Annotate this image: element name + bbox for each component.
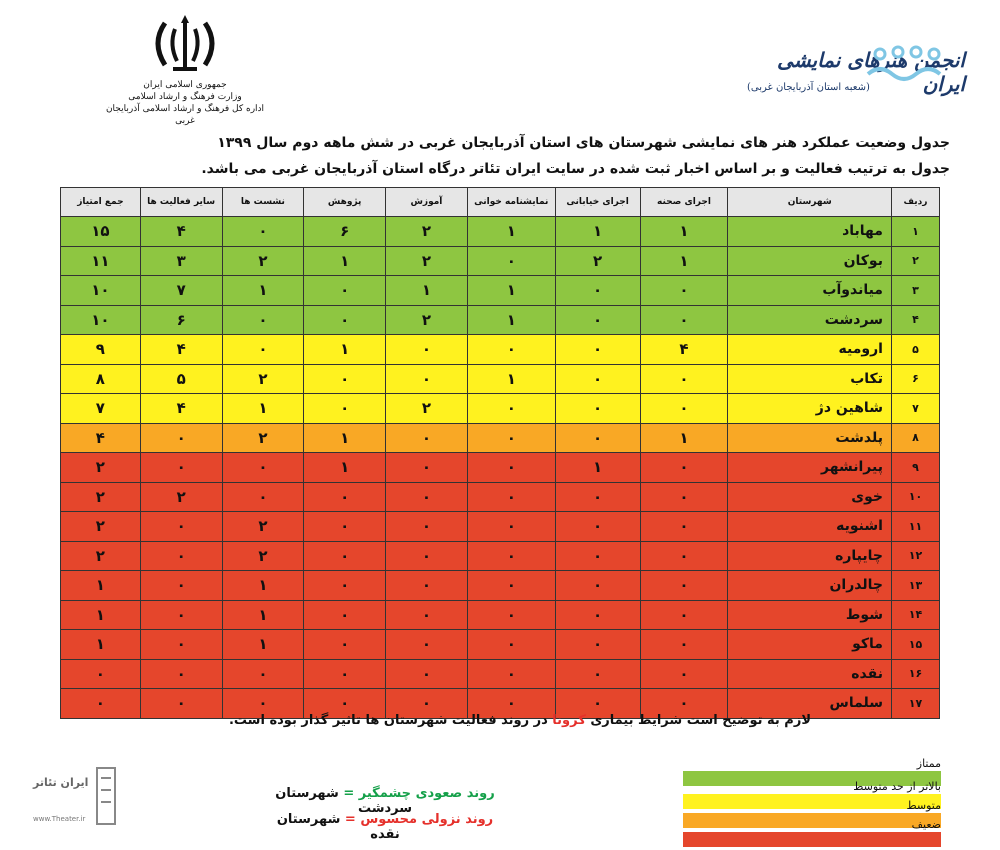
total-cell: ۷	[61, 394, 141, 424]
rank-cell: ۱۱	[891, 512, 939, 542]
col-header-research: پژوهش	[304, 188, 386, 217]
score-cell: ۰	[640, 482, 728, 512]
score-cell: ۰	[222, 305, 304, 335]
title-line-2: جدول به ترتیب فعالیت و بر اساس اخبار ثبت شده در سایت ایران تئاتر درگاه استان آذربایجان غربی می باشد.	[201, 161, 950, 177]
score-cell: ۰	[640, 364, 728, 394]
score-cell: ۰	[555, 276, 640, 306]
score-cell: ۰	[140, 689, 222, 719]
rank-cell: ۳	[891, 276, 939, 306]
score-cell: ۰	[304, 600, 386, 630]
rank-cell: ۶	[891, 364, 939, 394]
score-cell: ۱	[222, 276, 304, 306]
table-row	[61, 217, 940, 247]
col-header-reading: نمایشنامه خوانی	[467, 188, 555, 217]
score-cell: ۰	[467, 571, 555, 601]
performance-table	[60, 187, 940, 719]
score-cell: ۰	[555, 394, 640, 424]
score-cell: ۰	[555, 659, 640, 689]
city-cell: سلماس	[728, 689, 892, 719]
score-cell: ۲	[386, 246, 468, 276]
score-cell: ۰	[222, 453, 304, 483]
total-cell: ۴	[61, 423, 141, 453]
rank-cell: ۷	[891, 394, 939, 424]
trend-down	[260, 812, 510, 842]
legend-swatch	[683, 832, 941, 847]
rank-cell: ۱	[891, 217, 939, 247]
score-cell: ۰	[640, 630, 728, 660]
score-cell: ۰	[555, 541, 640, 571]
score-cell: ۱	[386, 276, 468, 306]
gov-line-3: اداره کل فرهنگ و ارشاد اسلامی آذربایجان غربی	[105, 104, 265, 126]
total-cell: ۱	[61, 630, 141, 660]
table-row	[61, 600, 940, 630]
city-cell: شاهین دژ	[728, 394, 892, 424]
iran-emblem-icon	[145, 15, 225, 75]
city-cell: اشنویه	[728, 512, 892, 542]
rank-cell: ۱۳	[891, 571, 939, 601]
rank-cell: ۱۶	[891, 659, 939, 689]
rank-cell: ۱۴	[891, 600, 939, 630]
score-cell: ۰	[304, 364, 386, 394]
score-cell: ۴	[140, 335, 222, 365]
score-cell: ۰	[467, 453, 555, 483]
rank-cell: ۱۷	[891, 689, 939, 719]
score-cell: ۲	[222, 541, 304, 571]
table-row	[61, 453, 940, 483]
score-cell: ۶	[140, 305, 222, 335]
score-cell: ۰	[140, 541, 222, 571]
score-cell: ۰	[222, 659, 304, 689]
rank-cell: ۱۲	[891, 541, 939, 571]
table-row	[61, 423, 940, 453]
page-title	[50, 130, 950, 182]
score-cell: ۰	[640, 689, 728, 719]
score-cell: ۰	[467, 246, 555, 276]
score-cell: ۰	[467, 600, 555, 630]
score-cell: ۱	[467, 305, 555, 335]
score-cell: ۰	[640, 571, 728, 601]
score-cell: ۱	[640, 246, 728, 276]
score-cell: ۰	[386, 453, 468, 483]
total-cell: ۲	[61, 453, 141, 483]
city-cell: بوکان	[728, 246, 892, 276]
trend-up-eq: =	[343, 786, 355, 801]
score-cell: ۰	[555, 512, 640, 542]
trend-down-value: شهرستان نقده	[276, 812, 400, 842]
rank-cell: ۵	[891, 335, 939, 365]
total-cell: ۱۵	[61, 217, 141, 247]
score-cell: ۲	[386, 217, 468, 247]
total-cell: ۲	[61, 482, 141, 512]
association-logo-icon	[860, 40, 960, 90]
score-cell: ۴	[640, 335, 728, 365]
col-header-education: آموزش	[386, 188, 468, 217]
score-cell: ۲	[222, 246, 304, 276]
table-row	[61, 659, 940, 689]
col-header-meetings: نشست ها	[222, 188, 304, 217]
score-cell: ۴	[140, 394, 222, 424]
rank-cell: ۸	[891, 423, 939, 453]
score-cell: ۰	[140, 630, 222, 660]
score-cell: ۳	[140, 246, 222, 276]
score-cell: ۱	[222, 630, 304, 660]
trend-up-label: روند صعودی چشمگیر	[358, 786, 495, 801]
score-cell: ۰	[386, 364, 468, 394]
total-cell: ۱۱	[61, 246, 141, 276]
association-subtitle: (شعبه استان آذربایجان غربی)	[747, 82, 870, 93]
score-cell: ۰	[640, 276, 728, 306]
iran-theater-name: ایران تئاتر	[33, 776, 89, 789]
score-cell: ۰	[140, 423, 222, 453]
score-cell: ۰	[640, 512, 728, 542]
score-cell: ۰	[555, 364, 640, 394]
score-cell: ۰	[386, 541, 468, 571]
legend-label: متوسط	[906, 799, 941, 812]
score-cell: ۰	[304, 394, 386, 424]
score-cell: ۰	[386, 571, 468, 601]
score-cell: ۰	[386, 335, 468, 365]
score-cell: ۰	[386, 630, 468, 660]
score-cell: ۰	[467, 482, 555, 512]
legend-label: ممتاز	[916, 757, 941, 770]
iran-theater-logo-icon	[25, 760, 120, 835]
city-cell: خوی	[728, 482, 892, 512]
score-cell: ۱	[222, 571, 304, 601]
score-cell: ۰	[555, 305, 640, 335]
table-row	[61, 541, 940, 571]
score-cell: ۱	[304, 423, 386, 453]
note-before: لازم به توضیح است شرایط بیماری	[590, 713, 811, 728]
score-cell: ۰	[555, 335, 640, 365]
rank-cell: ۱۵	[891, 630, 939, 660]
score-cell: ۰	[467, 659, 555, 689]
score-cell: ۰	[386, 512, 468, 542]
score-cell: ۰	[467, 541, 555, 571]
score-cell: ۱	[640, 217, 728, 247]
table-row	[61, 630, 940, 660]
total-cell: ۹	[61, 335, 141, 365]
city-cell: نقده	[728, 659, 892, 689]
table-row	[61, 305, 940, 335]
score-cell: ۰	[222, 335, 304, 365]
score-cell: ۰	[304, 482, 386, 512]
trend-up-value: شهرستان سردشت	[275, 786, 413, 816]
score-cell: ۰	[304, 571, 386, 601]
col-header-stage: اجرای صحنه	[640, 188, 728, 217]
score-cell: ۰	[467, 512, 555, 542]
score-cell: ۰	[640, 659, 728, 689]
rank-cell: ۹	[891, 453, 939, 483]
total-cell: ۱۰	[61, 305, 141, 335]
city-cell: پیرانشهر	[728, 453, 892, 483]
score-cell: ۱	[555, 217, 640, 247]
title-line-1: جدول وضعیت عملکرد هنر های نمایشی شهرستان های استان آذربایجان غربی در شش ماهه دوم سال ۱۳۹۹	[217, 135, 950, 151]
score-cell: ۰	[140, 600, 222, 630]
score-cell: ۰	[640, 600, 728, 630]
table-header-row	[61, 188, 940, 217]
table-row	[61, 364, 940, 394]
table-body	[61, 217, 940, 719]
table-row	[61, 335, 940, 365]
city-cell: سردشت	[728, 305, 892, 335]
association-header	[735, 30, 965, 105]
score-cell: ۰	[304, 276, 386, 306]
score-cell: ۰	[640, 305, 728, 335]
score-cell: ۰	[467, 630, 555, 660]
note-highlight: کرونا	[552, 713, 586, 728]
col-header-other: سایر فعالیت ها	[140, 188, 222, 217]
corona-note	[120, 713, 920, 728]
score-cell: ۰	[555, 630, 640, 660]
score-cell: ۰	[555, 600, 640, 630]
legend-label: ضعیف	[911, 818, 941, 831]
city-cell: چالدران	[728, 571, 892, 601]
association-name: انجمن هنرهای نمایشی ایران	[777, 48, 965, 96]
gov-line-2: وزارت فرهنگ و ارشاد اسلامی	[128, 92, 242, 102]
score-cell: ۰	[222, 217, 304, 247]
score-cell: ۰	[386, 423, 468, 453]
score-cell: ۰	[222, 689, 304, 719]
trend-down-eq: =	[344, 812, 356, 827]
iran-theater-website: www.Theater.ir	[33, 815, 86, 823]
score-cell: ۷	[140, 276, 222, 306]
legend-label: بالاتر از حد متوسط	[853, 780, 941, 793]
score-cell: ۱	[222, 394, 304, 424]
score-cell: ۰	[555, 689, 640, 719]
score-cell: ۰	[640, 394, 728, 424]
trend-down-label: روند نزولی محسوس	[360, 812, 494, 827]
rank-cell: ۱۰	[891, 482, 939, 512]
total-cell: ۱	[61, 600, 141, 630]
city-cell: میاندوآب	[728, 276, 892, 306]
score-cell: ۶	[304, 217, 386, 247]
score-cell: ۰	[140, 571, 222, 601]
score-cell: ۴	[140, 217, 222, 247]
score-cell: ۲	[140, 482, 222, 512]
score-cell: ۰	[304, 512, 386, 542]
table-row	[61, 394, 940, 424]
score-cell: ۵	[140, 364, 222, 394]
score-cell: ۰	[467, 335, 555, 365]
city-cell: ارومیه	[728, 335, 892, 365]
table-row	[61, 512, 940, 542]
score-cell: ۰	[467, 394, 555, 424]
city-cell: چایپاره	[728, 541, 892, 571]
score-cell: ۰	[640, 541, 728, 571]
score-cell: ۲	[386, 305, 468, 335]
score-cell: ۱	[640, 423, 728, 453]
rank-cell: ۲	[891, 246, 939, 276]
city-cell: پلدشت	[728, 423, 892, 453]
score-cell: ۰	[222, 482, 304, 512]
total-cell: ۲	[61, 512, 141, 542]
score-cell: ۰	[555, 482, 640, 512]
total-cell: ۸	[61, 364, 141, 394]
score-cell: ۰	[555, 423, 640, 453]
score-cell: ۰	[386, 482, 468, 512]
score-cell: ۰	[555, 571, 640, 601]
score-cell: ۰	[467, 689, 555, 719]
city-cell: مهاباد	[728, 217, 892, 247]
gov-line-1: جمهوری اسلامی ایران	[143, 80, 227, 90]
score-cell: ۱	[467, 217, 555, 247]
score-cell: ۰	[386, 600, 468, 630]
table-row	[61, 482, 940, 512]
score-cell: ۰	[386, 659, 468, 689]
col-header-city: شهرستان	[728, 188, 892, 217]
score-cell: ۰	[304, 659, 386, 689]
score-cell: ۱	[304, 335, 386, 365]
col-header-rank: ردیف	[891, 188, 939, 217]
city-cell: شوط	[728, 600, 892, 630]
total-cell: ۰	[61, 689, 141, 719]
score-cell: ۰	[140, 512, 222, 542]
score-cell: ۰	[304, 305, 386, 335]
score-cell: ۲	[222, 364, 304, 394]
score-cell: ۲	[555, 246, 640, 276]
score-cell: ۱	[467, 364, 555, 394]
score-cell: ۱	[222, 600, 304, 630]
city-cell: ماکو	[728, 630, 892, 660]
score-cell: ۲	[222, 423, 304, 453]
table-row	[61, 276, 940, 306]
legend-weak	[683, 818, 941, 847]
score-cell: ۱	[304, 246, 386, 276]
score-cell: ۰	[304, 689, 386, 719]
table-row	[61, 246, 940, 276]
score-cell: ۲	[386, 394, 468, 424]
total-cell: ۲	[61, 541, 141, 571]
total-cell: ۱۰	[61, 276, 141, 306]
score-cell: ۰	[467, 423, 555, 453]
score-cell: ۱	[555, 453, 640, 483]
ministry-header	[100, 15, 270, 127]
table-row	[61, 571, 940, 601]
col-header-street: اجرای خیابانی	[555, 188, 640, 217]
score-cell: ۲	[222, 512, 304, 542]
col-header-total: جمع امتیاز	[61, 188, 141, 217]
score-cell: ۰	[304, 630, 386, 660]
city-cell: تکاب	[728, 364, 892, 394]
total-cell: ۰	[61, 659, 141, 689]
score-cell: ۰	[140, 453, 222, 483]
score-cell: ۰	[386, 689, 468, 719]
score-cell: ۱	[467, 276, 555, 306]
rank-cell: ۴	[891, 305, 939, 335]
total-cell: ۱	[61, 571, 141, 601]
score-cell: ۰	[304, 541, 386, 571]
note-after: در روند فعالیت شهرستان ها تاثیر گذار بوده است.	[228, 713, 548, 728]
score-cell: ۱	[304, 453, 386, 483]
score-cell: ۰	[140, 659, 222, 689]
score-cell: ۰	[640, 453, 728, 483]
